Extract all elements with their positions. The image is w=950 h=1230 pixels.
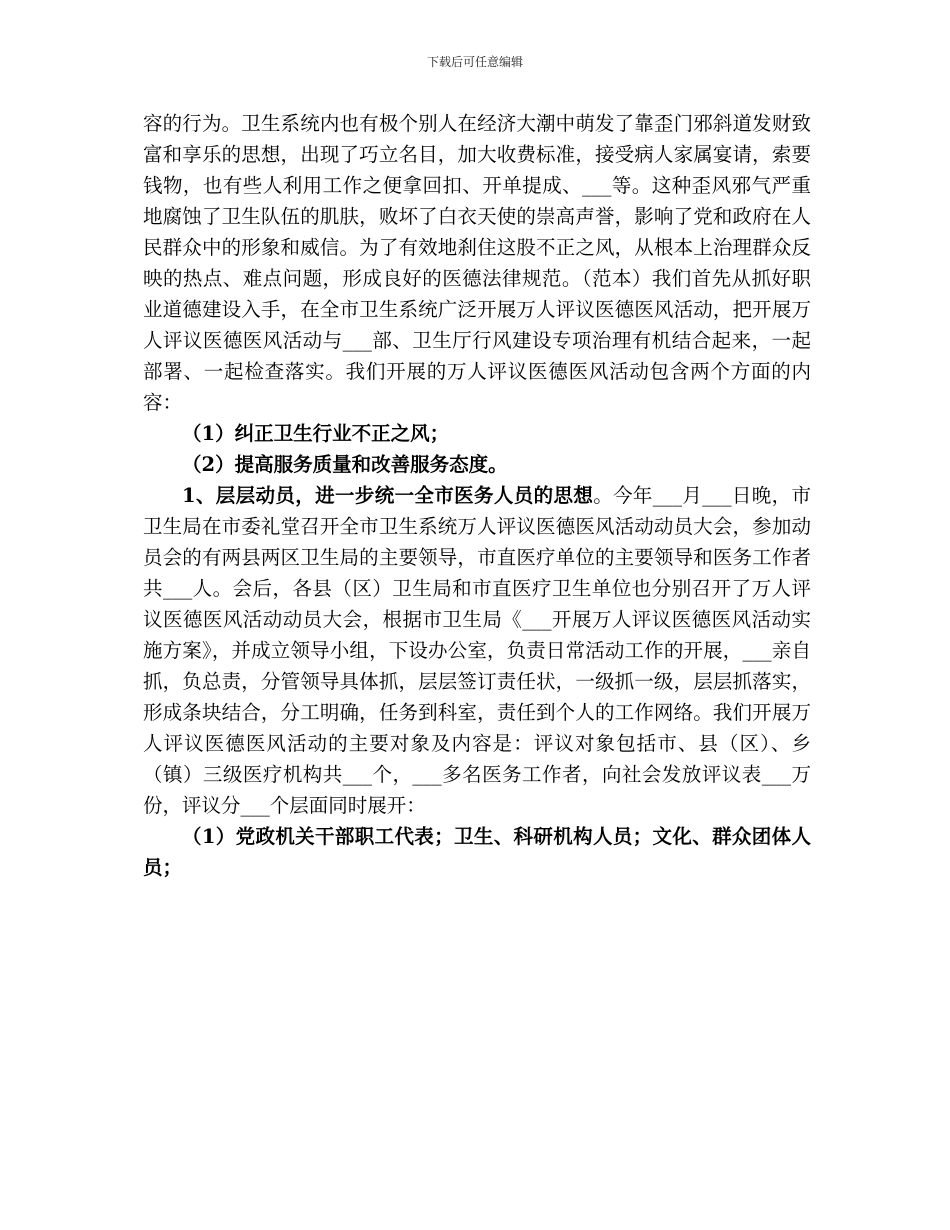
list-item-1: （1）纠正卫生行业不正之风； [182, 422, 450, 445]
section-1-text: 。今年___月___日晚，市卫生局在市委礼堂召开全市卫生系统万人评议医德医风活动动员大会，参加动员会的有两县两区卫生局的主要领导，市直医疗单位的主要领导和医务工作者共___人。会后，各县（区）卫生局和市直医疗卫生单位也分别召开了万人评议医德医风活动动员大会，根据市卫生局《___开展万人评议医德医风活动实施方案》，并成立领导小组，下设办公室，负责日常活动工作的开展，___亲自抓，负总责，分管领导具体抓，层层签订责任状，一级抓一级，层层抓落实，形成条块结合，分工明确，任务到科室，责任到个人的工作网络。我们开展万人评议医德医风活动的主要对象及内容是：评议对象包括市、县（区）、乡（镇）三级医疗机构共___个，___多名医务工作者，向社会发放评议表___万份，评议分___个层面同时展开： [143, 484, 811, 817]
paragraph-intro: 容的行为。卫生系统内也有极个别人在经济大潮中萌发了靠歪门邪斜道发财致富和享乐的思想，出现了巧立名目，加大收费标准，接受病人家属宴请，索要钱物，也有些人利用工作之便拿回扣、开单提成、___等。这种歪风邪气严重地腐蚀了卫生队伍的肌肤，败坏了白衣天使的崇高声誉，影响了党和政府在人民群众中的形象和威信。为了有效地刹住这股不正之风，从根本上治理群众反映的热点、难点问题，形成良好的医德法律规范。（范本）我们首先从抓好职业道德建设入手，在全市卫生系统广泛开展万人评议医德医风活动，把开展万人评议医德医风活动与___部、卫生厅行风建设专项治理有机结合起来，一起部署、一起检查落实。我们开展的万人评议医德医风活动包含两个方面的内容： [143, 112, 811, 414]
page-header: 下载后可任意编辑 [426, 55, 523, 69]
document-body [143, 108, 811, 883]
section-1-heading: 1、层层动员，进一步统一全市医务人员的思想 [182, 484, 594, 507]
list-item-2: （2）提高服务质量和改善服务态度。 [182, 453, 508, 476]
list-item-3: （1）党政机关干部职工代表；卫生、科研机构人员；文化、群众团体人员； [143, 825, 811, 879]
paragraph-section-1 [143, 480, 811, 821]
